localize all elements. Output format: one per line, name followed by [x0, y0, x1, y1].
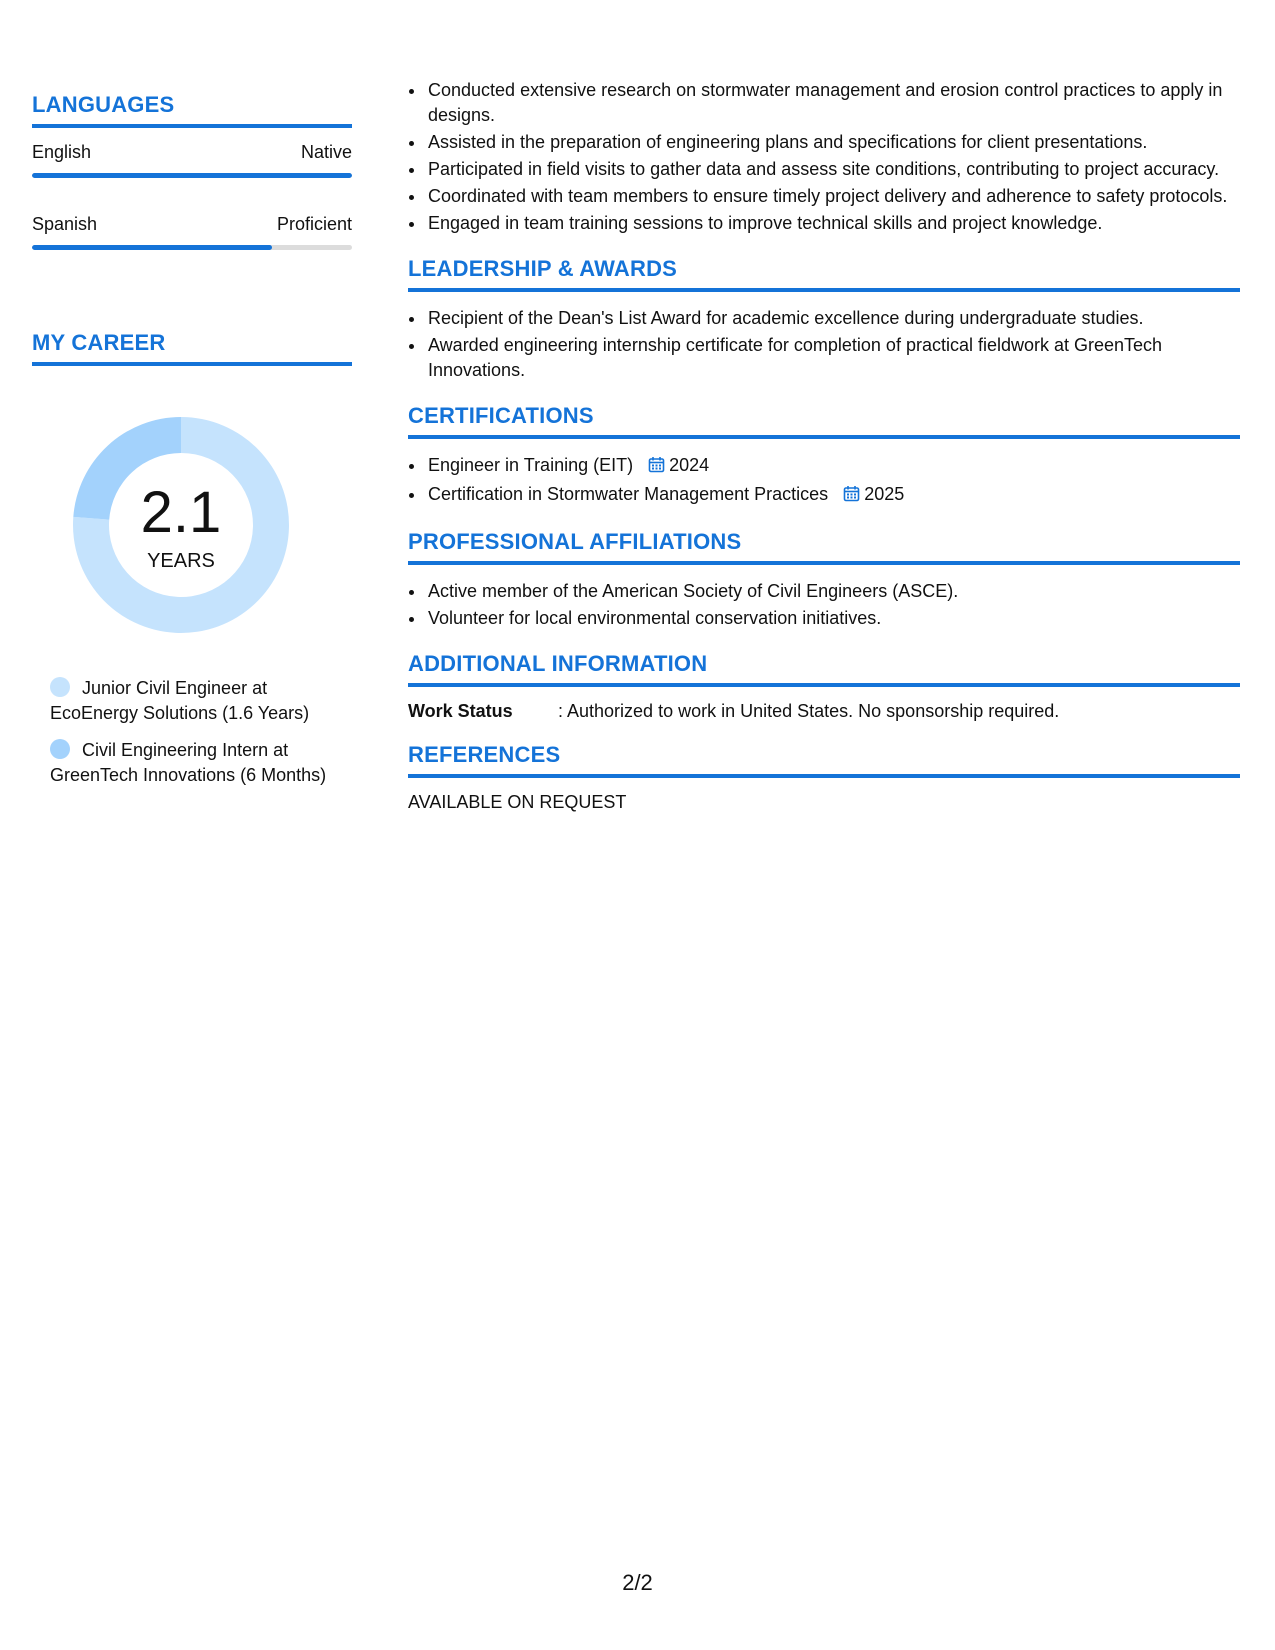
language-item-spanish	[32, 214, 352, 250]
references-heading: REFERENCES	[408, 742, 1240, 778]
experience-bullets	[408, 78, 1240, 236]
list-item: • Awarded engineering internship certificate for completion of practical fieldwork at GreenTech Innovations.	[426, 333, 1240, 383]
list-item: • Participated in field visits to gather data and assess site conditions, contributing to project accuracy.	[426, 157, 1240, 182]
certification-year: 2024	[669, 455, 710, 475]
references-section	[408, 742, 1240, 813]
legend-item	[50, 738, 330, 788]
list-item: • Coordinated with team members to ensure timely project delivery and adherence to safety protocols.	[426, 184, 1240, 209]
certifications-heading: CERTIFICATIONS	[408, 403, 1240, 439]
language-level: Native	[300, 142, 352, 162]
affiliations-heading: PROFESSIONAL AFFILIATIONS	[408, 529, 1240, 565]
career-heading: MY CAREER	[32, 330, 352, 366]
references-text: AVAILABLE ON REQUEST	[408, 792, 627, 812]
calendar-icon	[648, 455, 665, 480]
certification-year: 2025	[864, 484, 905, 504]
right-column	[408, 78, 1240, 813]
language-level: Proficient	[276, 214, 352, 234]
language-item-english	[32, 142, 352, 178]
language-name: Spanish	[32, 214, 98, 234]
career-total-unit: YEARS	[147, 550, 215, 572]
career-legend	[50, 676, 330, 788]
language-name: English	[32, 142, 92, 162]
certification-item	[426, 453, 1240, 480]
languages-heading: LANGUAGES	[32, 92, 352, 128]
affiliations-section	[408, 529, 1240, 631]
page-number: 2/2	[622, 1570, 653, 1595]
certification-item	[426, 482, 1240, 509]
list-item: • Assisted in the preparation of engineering plans and specifications for client presentations.	[426, 130, 1240, 155]
list-item: • Engaged in team training sessions to improve technical skills and project knowledge.	[426, 211, 1240, 236]
legend-label: Civil Engineering Intern at GreenTech Innovations (6 Months)	[50, 740, 327, 785]
certifications-section	[408, 403, 1240, 509]
language-bar-fill	[32, 245, 272, 250]
leadership-heading: LEADERSHIP & AWARDS	[408, 256, 1240, 292]
list-item: • Recipient of the Dean's List Award for academic excellence during undergraduate studies.	[426, 306, 1240, 331]
language-bar	[32, 173, 352, 178]
list-item: • Active member of the American Society of Civil Engineers (ASCE).	[426, 579, 1240, 604]
work-status-label: Work Status	[408, 701, 513, 721]
certification-name: Certification in Stormwater Management Practices	[428, 484, 829, 504]
leadership-section	[408, 256, 1240, 383]
work-status-value: : Authorized to work in United States. No sponsorship required.	[558, 701, 1060, 721]
legend-dot	[50, 739, 70, 759]
left-column	[32, 92, 352, 800]
career-total-years: 2.1	[140, 480, 222, 545]
list-item: • Conducted extensive research on stormwater management and erosion control practices to apply in designs.	[426, 78, 1240, 128]
legend-dot	[50, 677, 70, 697]
career-donut-chart	[66, 410, 296, 640]
additional-info-heading: ADDITIONAL INFORMATION	[408, 651, 1240, 687]
language-bar	[32, 245, 352, 250]
additional-info-section	[408, 651, 1240, 722]
legend-item	[50, 676, 330, 726]
calendar-icon	[843, 484, 860, 509]
work-status-row	[408, 701, 1240, 722]
list-item: • Volunteer for local environmental conservation initiatives.	[426, 606, 1240, 631]
certification-name: Engineer in Training (EIT)	[428, 455, 634, 475]
language-bar-fill	[32, 173, 352, 178]
legend-label: Junior Civil Engineer at EcoEnergy Solutions (1.6 Years)	[50, 678, 310, 723]
